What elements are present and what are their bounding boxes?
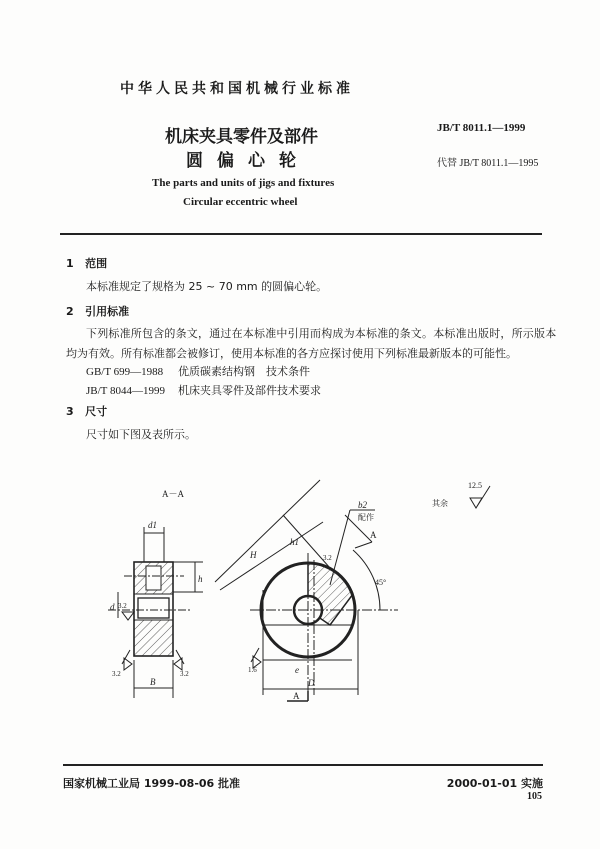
- dim-h: h: [198, 574, 203, 584]
- effective-date: 2000-01-01 实施: [446, 777, 543, 790]
- section-view: [108, 527, 203, 698]
- dim-d1: d1: [148, 520, 157, 530]
- title-en-line1: The parts and units of jigs and fixtures: [152, 177, 335, 189]
- dim-e: e: [295, 665, 299, 675]
- section-2-para-line1: 下列标准所包含的条文，通过在本标准中引用而构成为本标准的条文。本标准出版时，所示版本: [86, 327, 557, 340]
- angle-45: 45°: [375, 578, 387, 587]
- rest-roughness-label: 其余: [432, 499, 448, 508]
- footer-divider: [63, 764, 543, 766]
- title-zh-line2: 圆偏心轮: [186, 151, 310, 171]
- section-1-text: 本标准规定了规格为 25 ~ 70 mm 的圆偏心轮。: [86, 280, 328, 293]
- roughness-3-2-b: 3.2: [112, 670, 121, 678]
- title-zh-line1: 机床夹具零件及部件: [165, 127, 318, 147]
- section-3-heading: 3 尺寸: [66, 405, 108, 418]
- rest-roughness-value: 12.5: [468, 481, 482, 490]
- title-en-line2: Circular eccentric wheel: [183, 196, 298, 208]
- dim-b2: b2: [358, 500, 367, 510]
- roughness-3-2-d: 3.2: [323, 554, 332, 562]
- fit-note: 配作: [358, 513, 374, 522]
- replaces-standard: 代替 JB/T 8011.1—1995: [437, 158, 539, 169]
- dim-h1: h1: [290, 537, 299, 547]
- ref-gb-699: GB/T 699—1988 优质碳素结构钢 技术条件: [86, 365, 310, 378]
- dim-D: D: [308, 678, 315, 688]
- section-2-para-line2: 均为有效。所有标准都会被修订，使用本标准的各方应探讨使用下列标准最新版本的可能性。: [66, 347, 517, 360]
- roughness-3-2-c: 3.2: [180, 670, 189, 678]
- roughness-3-2-a: 3.2: [118, 602, 127, 610]
- ref-jb-8044: JB/T 8044—1999 机床夹具零件及部件技术要求: [86, 384, 321, 397]
- view-label: A: [293, 691, 300, 701]
- standard-code: JB/T 8011.1—1999: [437, 122, 526, 134]
- section-label: A－A: [162, 489, 184, 499]
- header-divider: [60, 233, 542, 235]
- standard-category: 中华人民共和国机械行业标准: [120, 81, 354, 97]
- approval-info: 国家机械工业局 1999-08-06 批准: [63, 777, 241, 790]
- section-1-heading: 1 范围: [66, 257, 108, 270]
- roughness-1-6: 1.6: [248, 666, 257, 674]
- section-cut-label: A: [370, 530, 377, 540]
- dim-d: d: [110, 602, 115, 612]
- page-number: 105: [527, 791, 542, 802]
- dim-H: H: [250, 550, 257, 560]
- eccentric-wheel-drawing: [90, 470, 510, 720]
- section-3-text: 尺寸如下图及表所示。: [86, 428, 196, 441]
- section-2-heading: 2 引用标准: [66, 305, 130, 318]
- dim-B: B: [150, 677, 156, 687]
